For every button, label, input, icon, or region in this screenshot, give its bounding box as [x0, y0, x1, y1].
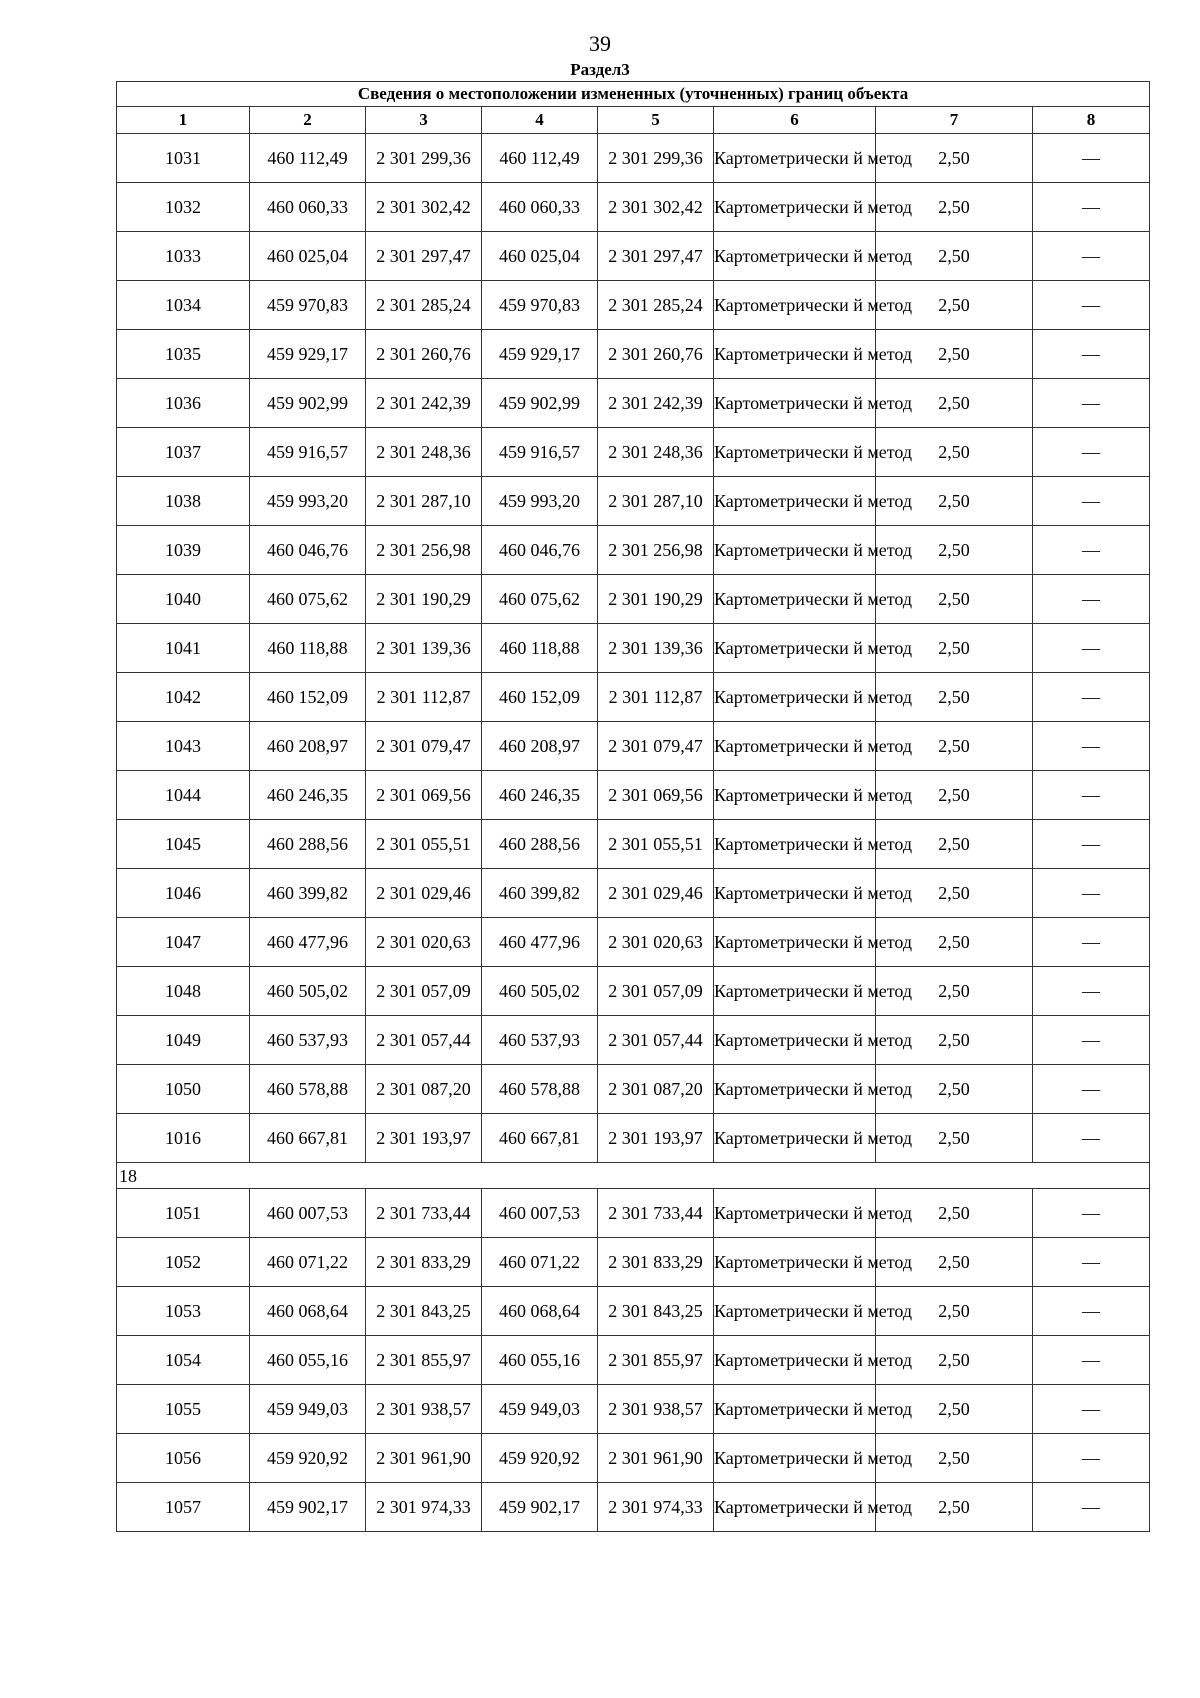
- y-existing-cell: 2 301 961,90: [366, 1434, 482, 1483]
- table-caption: Сведения о местоположении измененных (уточненных) границ объекта: [117, 82, 1150, 107]
- determination-method-cell: Картометрически й метод: [714, 1065, 876, 1114]
- description-cell: —: [1033, 183, 1150, 232]
- table-row: [117, 820, 1150, 869]
- determination-method-cell: Картометрически й метод: [714, 1114, 876, 1163]
- table-row: [117, 1238, 1150, 1287]
- x-new-cell: 459 970,83: [482, 281, 598, 330]
- x-existing-cell: 460 118,88: [250, 624, 366, 673]
- y-new-cell: 2 301 961,90: [598, 1434, 714, 1483]
- table-row: [117, 1065, 1150, 1114]
- accuracy-cell: 2,50: [876, 183, 1033, 232]
- y-existing-cell: 2 301 843,25: [366, 1287, 482, 1336]
- x-existing-cell: 460 060,33: [250, 183, 366, 232]
- x-existing-cell: 460 071,22: [250, 1238, 366, 1287]
- table-row: [117, 918, 1150, 967]
- y-existing-cell: 2 301 057,09: [366, 967, 482, 1016]
- point-number-cell: 1055: [117, 1385, 250, 1434]
- determination-method-cell: Картометрически й метод: [714, 428, 876, 477]
- table-row: [117, 1287, 1150, 1336]
- y-new-cell: 2 301 069,56: [598, 771, 714, 820]
- table-body: [117, 134, 1150, 1532]
- accuracy-cell: 2,50: [876, 820, 1033, 869]
- determination-method-cell: Картометрически й метод: [714, 1238, 876, 1287]
- y-new-cell: 2 301 833,29: [598, 1238, 714, 1287]
- accuracy-cell: 2,50: [876, 918, 1033, 967]
- table-row: [117, 1189, 1150, 1238]
- y-new-cell: 2 301 843,25: [598, 1287, 714, 1336]
- y-new-cell: 2 301 248,36: [598, 428, 714, 477]
- point-number-cell: 1036: [117, 379, 250, 428]
- point-number-cell: 1053: [117, 1287, 250, 1336]
- y-new-cell: 2 301 193,97: [598, 1114, 714, 1163]
- description-cell: —: [1033, 1114, 1150, 1163]
- x-existing-cell: 460 246,35: [250, 771, 366, 820]
- description-cell: —: [1033, 1483, 1150, 1532]
- x-new-cell: 460 399,82: [482, 869, 598, 918]
- determination-method-cell: Картометрически й метод: [714, 624, 876, 673]
- x-existing-cell: 459 970,83: [250, 281, 366, 330]
- y-new-cell: 2 301 256,98: [598, 526, 714, 575]
- description-cell: —: [1033, 477, 1150, 526]
- x-new-cell: 459 993,20: [482, 477, 598, 526]
- table-row: [117, 1483, 1150, 1532]
- accuracy-cell: 2,50: [876, 134, 1033, 183]
- y-new-cell: 2 301 112,87: [598, 673, 714, 722]
- x-existing-cell: 460 578,88: [250, 1065, 366, 1114]
- accuracy-cell: 2,50: [876, 967, 1033, 1016]
- x-existing-cell: 460 667,81: [250, 1114, 366, 1163]
- description-cell: —: [1033, 624, 1150, 673]
- accuracy-cell: 2,50: [876, 232, 1033, 281]
- x-new-cell: 460 071,22: [482, 1238, 598, 1287]
- description-cell: —: [1033, 232, 1150, 281]
- point-number-cell: 1016: [117, 1114, 250, 1163]
- table-row: [117, 673, 1150, 722]
- point-number-cell: 1056: [117, 1434, 250, 1483]
- point-number-cell: 1048: [117, 967, 250, 1016]
- accuracy-cell: 2,50: [876, 673, 1033, 722]
- y-existing-cell: 2 301 190,29: [366, 575, 482, 624]
- y-existing-cell: 2 301 260,76: [366, 330, 482, 379]
- y-existing-cell: 2 301 855,97: [366, 1336, 482, 1385]
- x-new-cell: 460 246,35: [482, 771, 598, 820]
- x-existing-cell: 460 152,09: [250, 673, 366, 722]
- y-existing-cell: 2 301 287,10: [366, 477, 482, 526]
- determination-method-cell: Картометрически й метод: [714, 183, 876, 232]
- accuracy-cell: 2,50: [876, 869, 1033, 918]
- x-existing-cell: 460 068,64: [250, 1287, 366, 1336]
- x-existing-cell: 460 537,93: [250, 1016, 366, 1065]
- table-row: [117, 1016, 1150, 1065]
- section-title: Раздел3: [570, 60, 630, 79]
- column-header-8: 8: [1033, 107, 1150, 134]
- description-cell: —: [1033, 330, 1150, 379]
- point-number-cell: 1050: [117, 1065, 250, 1114]
- y-existing-cell: 2 301 833,29: [366, 1238, 482, 1287]
- y-new-cell: 2 301 285,24: [598, 281, 714, 330]
- column-header-4: 4: [482, 107, 598, 134]
- x-existing-cell: 459 929,17: [250, 330, 366, 379]
- column-header-5: 5: [598, 107, 714, 134]
- table-row: [117, 379, 1150, 428]
- description-cell: —: [1033, 1189, 1150, 1238]
- determination-method-cell: Картометрически й метод: [714, 232, 876, 281]
- x-new-cell: 460 152,09: [482, 673, 598, 722]
- y-existing-cell: 2 301 087,20: [366, 1065, 482, 1114]
- point-number-cell: 1041: [117, 624, 250, 673]
- point-number-cell: 1054: [117, 1336, 250, 1385]
- x-new-cell: 459 920,92: [482, 1434, 598, 1483]
- y-new-cell: 2 301 020,63: [598, 918, 714, 967]
- accuracy-cell: 2,50: [876, 1287, 1033, 1336]
- x-existing-cell: 459 902,99: [250, 379, 366, 428]
- x-existing-cell: 460 288,56: [250, 820, 366, 869]
- point-number-cell: 1057: [117, 1483, 250, 1532]
- determination-method-cell: Картометрически й метод: [714, 722, 876, 771]
- table-row: [117, 1385, 1150, 1434]
- description-cell: —: [1033, 1336, 1150, 1385]
- x-existing-cell: 460 025,04: [250, 232, 366, 281]
- table-row: [117, 1434, 1150, 1483]
- point-number-cell: 1045: [117, 820, 250, 869]
- determination-method-cell: Картометрически й метод: [714, 575, 876, 624]
- x-existing-cell: 460 075,62: [250, 575, 366, 624]
- description-cell: —: [1033, 1434, 1150, 1483]
- accuracy-cell: 2,50: [876, 428, 1033, 477]
- description-cell: —: [1033, 1385, 1150, 1434]
- table-row: [117, 575, 1150, 624]
- description-cell: —: [1033, 526, 1150, 575]
- x-new-cell: 460 667,81: [482, 1114, 598, 1163]
- accuracy-cell: 2,50: [876, 1189, 1033, 1238]
- x-existing-cell: 460 208,97: [250, 722, 366, 771]
- determination-method-cell: Картометрически й метод: [714, 1016, 876, 1065]
- table-row: [117, 1336, 1150, 1385]
- y-existing-cell: 2 301 079,47: [366, 722, 482, 771]
- table-row: [117, 428, 1150, 477]
- description-cell: —: [1033, 379, 1150, 428]
- x-existing-cell: 460 007,53: [250, 1189, 366, 1238]
- determination-method-cell: Картометрически й метод: [714, 1189, 876, 1238]
- determination-method-cell: Картометрически й метод: [714, 330, 876, 379]
- point-number-cell: 1043: [117, 722, 250, 771]
- y-new-cell: 2 301 190,29: [598, 575, 714, 624]
- point-number-cell: 1052: [117, 1238, 250, 1287]
- contour-number: 18: [117, 1163, 1150, 1189]
- x-new-cell: 460 046,76: [482, 526, 598, 575]
- accuracy-cell: 2,50: [876, 575, 1033, 624]
- accuracy-cell: 2,50: [876, 1483, 1033, 1532]
- y-existing-cell: 2 301 302,42: [366, 183, 482, 232]
- y-existing-cell: 2 301 112,87: [366, 673, 482, 722]
- page-number: 39: [589, 31, 611, 56]
- description-cell: —: [1033, 134, 1150, 183]
- x-new-cell: 459 902,99: [482, 379, 598, 428]
- x-existing-cell: 459 916,57: [250, 428, 366, 477]
- description-cell: —: [1033, 1287, 1150, 1336]
- accuracy-cell: 2,50: [876, 1016, 1033, 1065]
- determination-method-cell: Картометрически й метод: [714, 918, 876, 967]
- x-existing-cell: 460 112,49: [250, 134, 366, 183]
- accuracy-cell: 2,50: [876, 281, 1033, 330]
- point-number-cell: 1038: [117, 477, 250, 526]
- accuracy-cell: 2,50: [876, 526, 1033, 575]
- description-cell: —: [1033, 967, 1150, 1016]
- description-cell: —: [1033, 281, 1150, 330]
- x-existing-cell: 459 920,92: [250, 1434, 366, 1483]
- x-existing-cell: 460 055,16: [250, 1336, 366, 1385]
- accuracy-cell: 2,50: [876, 477, 1033, 526]
- y-new-cell: 2 301 242,39: [598, 379, 714, 428]
- point-number-cell: 1046: [117, 869, 250, 918]
- x-new-cell: 459 902,17: [482, 1483, 598, 1532]
- point-number-cell: 1032: [117, 183, 250, 232]
- y-existing-cell: 2 301 938,57: [366, 1385, 482, 1434]
- description-cell: —: [1033, 575, 1150, 624]
- description-cell: —: [1033, 771, 1150, 820]
- determination-method-cell: Картометрически й метод: [714, 526, 876, 575]
- x-new-cell: 459 916,57: [482, 428, 598, 477]
- y-existing-cell: 2 301 297,47: [366, 232, 482, 281]
- determination-method-cell: Картометрически й метод: [714, 1336, 876, 1385]
- y-existing-cell: 2 301 974,33: [366, 1483, 482, 1532]
- description-cell: —: [1033, 428, 1150, 477]
- y-new-cell: 2 301 302,42: [598, 183, 714, 232]
- x-new-cell: 460 578,88: [482, 1065, 598, 1114]
- point-number-cell: 1035: [117, 330, 250, 379]
- table-row: [117, 869, 1150, 918]
- point-number-cell: 1037: [117, 428, 250, 477]
- x-new-cell: 459 949,03: [482, 1385, 598, 1434]
- x-new-cell: 460 007,53: [482, 1189, 598, 1238]
- table-row: [117, 330, 1150, 379]
- point-number-cell: 1042: [117, 673, 250, 722]
- description-cell: —: [1033, 1238, 1150, 1287]
- x-new-cell: 459 929,17: [482, 330, 598, 379]
- determination-method-cell: Картометрически й метод: [714, 477, 876, 526]
- y-existing-cell: 2 301 256,98: [366, 526, 482, 575]
- y-existing-cell: 2 301 029,46: [366, 869, 482, 918]
- point-number-cell: 1039: [117, 526, 250, 575]
- y-new-cell: 2 301 260,76: [598, 330, 714, 379]
- table-row: [117, 281, 1150, 330]
- x-new-cell: 460 060,33: [482, 183, 598, 232]
- determination-method-cell: Картометрически й метод: [714, 281, 876, 330]
- column-number-row: [117, 107, 1150, 134]
- determination-method-cell: Картометрически й метод: [714, 820, 876, 869]
- determination-method-cell: Картометрически й метод: [714, 673, 876, 722]
- column-header-2: 2: [250, 107, 366, 134]
- y-new-cell: 2 301 855,97: [598, 1336, 714, 1385]
- y-new-cell: 2 301 287,10: [598, 477, 714, 526]
- accuracy-cell: 2,50: [876, 1434, 1033, 1483]
- accuracy-cell: 2,50: [876, 722, 1033, 771]
- x-existing-cell: 459 949,03: [250, 1385, 366, 1434]
- y-new-cell: 2 301 974,33: [598, 1483, 714, 1532]
- x-existing-cell: 460 505,02: [250, 967, 366, 1016]
- description-cell: —: [1033, 1065, 1150, 1114]
- y-existing-cell: 2 301 139,36: [366, 624, 482, 673]
- determination-method-cell: Картометрически й метод: [714, 1434, 876, 1483]
- point-number-cell: 1031: [117, 134, 250, 183]
- x-new-cell: 460 505,02: [482, 967, 598, 1016]
- x-new-cell: 460 288,56: [482, 820, 598, 869]
- y-existing-cell: 2 301 069,56: [366, 771, 482, 820]
- column-header-7: 7: [876, 107, 1033, 134]
- table-row: [117, 1114, 1150, 1163]
- determination-method-cell: Картометрически й метод: [714, 869, 876, 918]
- table-row: [117, 624, 1150, 673]
- point-number-cell: 1049: [117, 1016, 250, 1065]
- determination-method-cell: Картометрически й метод: [714, 1385, 876, 1434]
- accuracy-cell: 2,50: [876, 771, 1033, 820]
- x-existing-cell: 459 993,20: [250, 477, 366, 526]
- x-new-cell: 460 477,96: [482, 918, 598, 967]
- y-new-cell: 2 301 057,44: [598, 1016, 714, 1065]
- y-new-cell: 2 301 299,36: [598, 134, 714, 183]
- table-row: [117, 134, 1150, 183]
- point-number-cell: 1034: [117, 281, 250, 330]
- point-number-cell: 1047: [117, 918, 250, 967]
- accuracy-cell: 2,50: [876, 1114, 1033, 1163]
- column-header-6: 6: [714, 107, 876, 134]
- x-existing-cell: 460 399,82: [250, 869, 366, 918]
- y-new-cell: 2 301 938,57: [598, 1385, 714, 1434]
- determination-method-cell: Картометрически й метод: [714, 1287, 876, 1336]
- boundary-coordinates-table: [116, 81, 1150, 1532]
- point-number-cell: 1051: [117, 1189, 250, 1238]
- description-cell: —: [1033, 722, 1150, 771]
- accuracy-cell: 2,50: [876, 1065, 1033, 1114]
- point-number-cell: 1044: [117, 771, 250, 820]
- determination-method-cell: Картометрически й метод: [714, 967, 876, 1016]
- x-new-cell: 460 055,16: [482, 1336, 598, 1385]
- y-new-cell: 2 301 297,47: [598, 232, 714, 281]
- x-existing-cell: 460 046,76: [250, 526, 366, 575]
- description-cell: —: [1033, 918, 1150, 967]
- description-cell: —: [1033, 820, 1150, 869]
- column-header-3: 3: [366, 107, 482, 134]
- x-new-cell: 460 025,04: [482, 232, 598, 281]
- y-new-cell: 2 301 079,47: [598, 722, 714, 771]
- y-existing-cell: 2 301 299,36: [366, 134, 482, 183]
- x-new-cell: 460 112,49: [482, 134, 598, 183]
- x-existing-cell: 459 902,17: [250, 1483, 366, 1532]
- x-new-cell: 460 537,93: [482, 1016, 598, 1065]
- determination-method-cell: Картометрически й метод: [714, 771, 876, 820]
- table-row: [117, 526, 1150, 575]
- y-existing-cell: 2 301 020,63: [366, 918, 482, 967]
- y-new-cell: 2 301 139,36: [598, 624, 714, 673]
- description-cell: —: [1033, 673, 1150, 722]
- accuracy-cell: 2,50: [876, 1385, 1033, 1434]
- x-new-cell: 460 068,64: [482, 1287, 598, 1336]
- x-new-cell: 460 075,62: [482, 575, 598, 624]
- description-cell: —: [1033, 869, 1150, 918]
- determination-method-cell: Картометрически й метод: [714, 1483, 876, 1532]
- column-header-1: 1: [117, 107, 250, 134]
- x-existing-cell: 460 477,96: [250, 918, 366, 967]
- determination-method-cell: Картометрически й метод: [714, 134, 876, 183]
- table-row: [117, 477, 1150, 526]
- y-new-cell: 2 301 029,46: [598, 869, 714, 918]
- y-existing-cell: 2 301 248,36: [366, 428, 482, 477]
- contour-group-row: [117, 1163, 1150, 1189]
- table-row: [117, 232, 1150, 281]
- table-row: [117, 722, 1150, 771]
- y-existing-cell: 2 301 055,51: [366, 820, 482, 869]
- y-new-cell: 2 301 733,44: [598, 1189, 714, 1238]
- table-row: [117, 771, 1150, 820]
- y-existing-cell: 2 301 285,24: [366, 281, 482, 330]
- accuracy-cell: 2,50: [876, 1238, 1033, 1287]
- y-existing-cell: 2 301 242,39: [366, 379, 482, 428]
- point-number-cell: 1033: [117, 232, 250, 281]
- y-existing-cell: 2 301 193,97: [366, 1114, 482, 1163]
- table-row: [117, 183, 1150, 232]
- x-new-cell: 460 208,97: [482, 722, 598, 771]
- table-row: [117, 967, 1150, 1016]
- description-cell: —: [1033, 1016, 1150, 1065]
- point-number-cell: 1040: [117, 575, 250, 624]
- y-new-cell: 2 301 055,51: [598, 820, 714, 869]
- y-existing-cell: 2 301 733,44: [366, 1189, 482, 1238]
- y-new-cell: 2 301 087,20: [598, 1065, 714, 1114]
- accuracy-cell: 2,50: [876, 1336, 1033, 1385]
- y-new-cell: 2 301 057,09: [598, 967, 714, 1016]
- accuracy-cell: 2,50: [876, 379, 1033, 428]
- determination-method-cell: Картометрически й метод: [714, 379, 876, 428]
- accuracy-cell: 2,50: [876, 330, 1033, 379]
- y-existing-cell: 2 301 057,44: [366, 1016, 482, 1065]
- x-new-cell: 460 118,88: [482, 624, 598, 673]
- accuracy-cell: 2,50: [876, 624, 1033, 673]
